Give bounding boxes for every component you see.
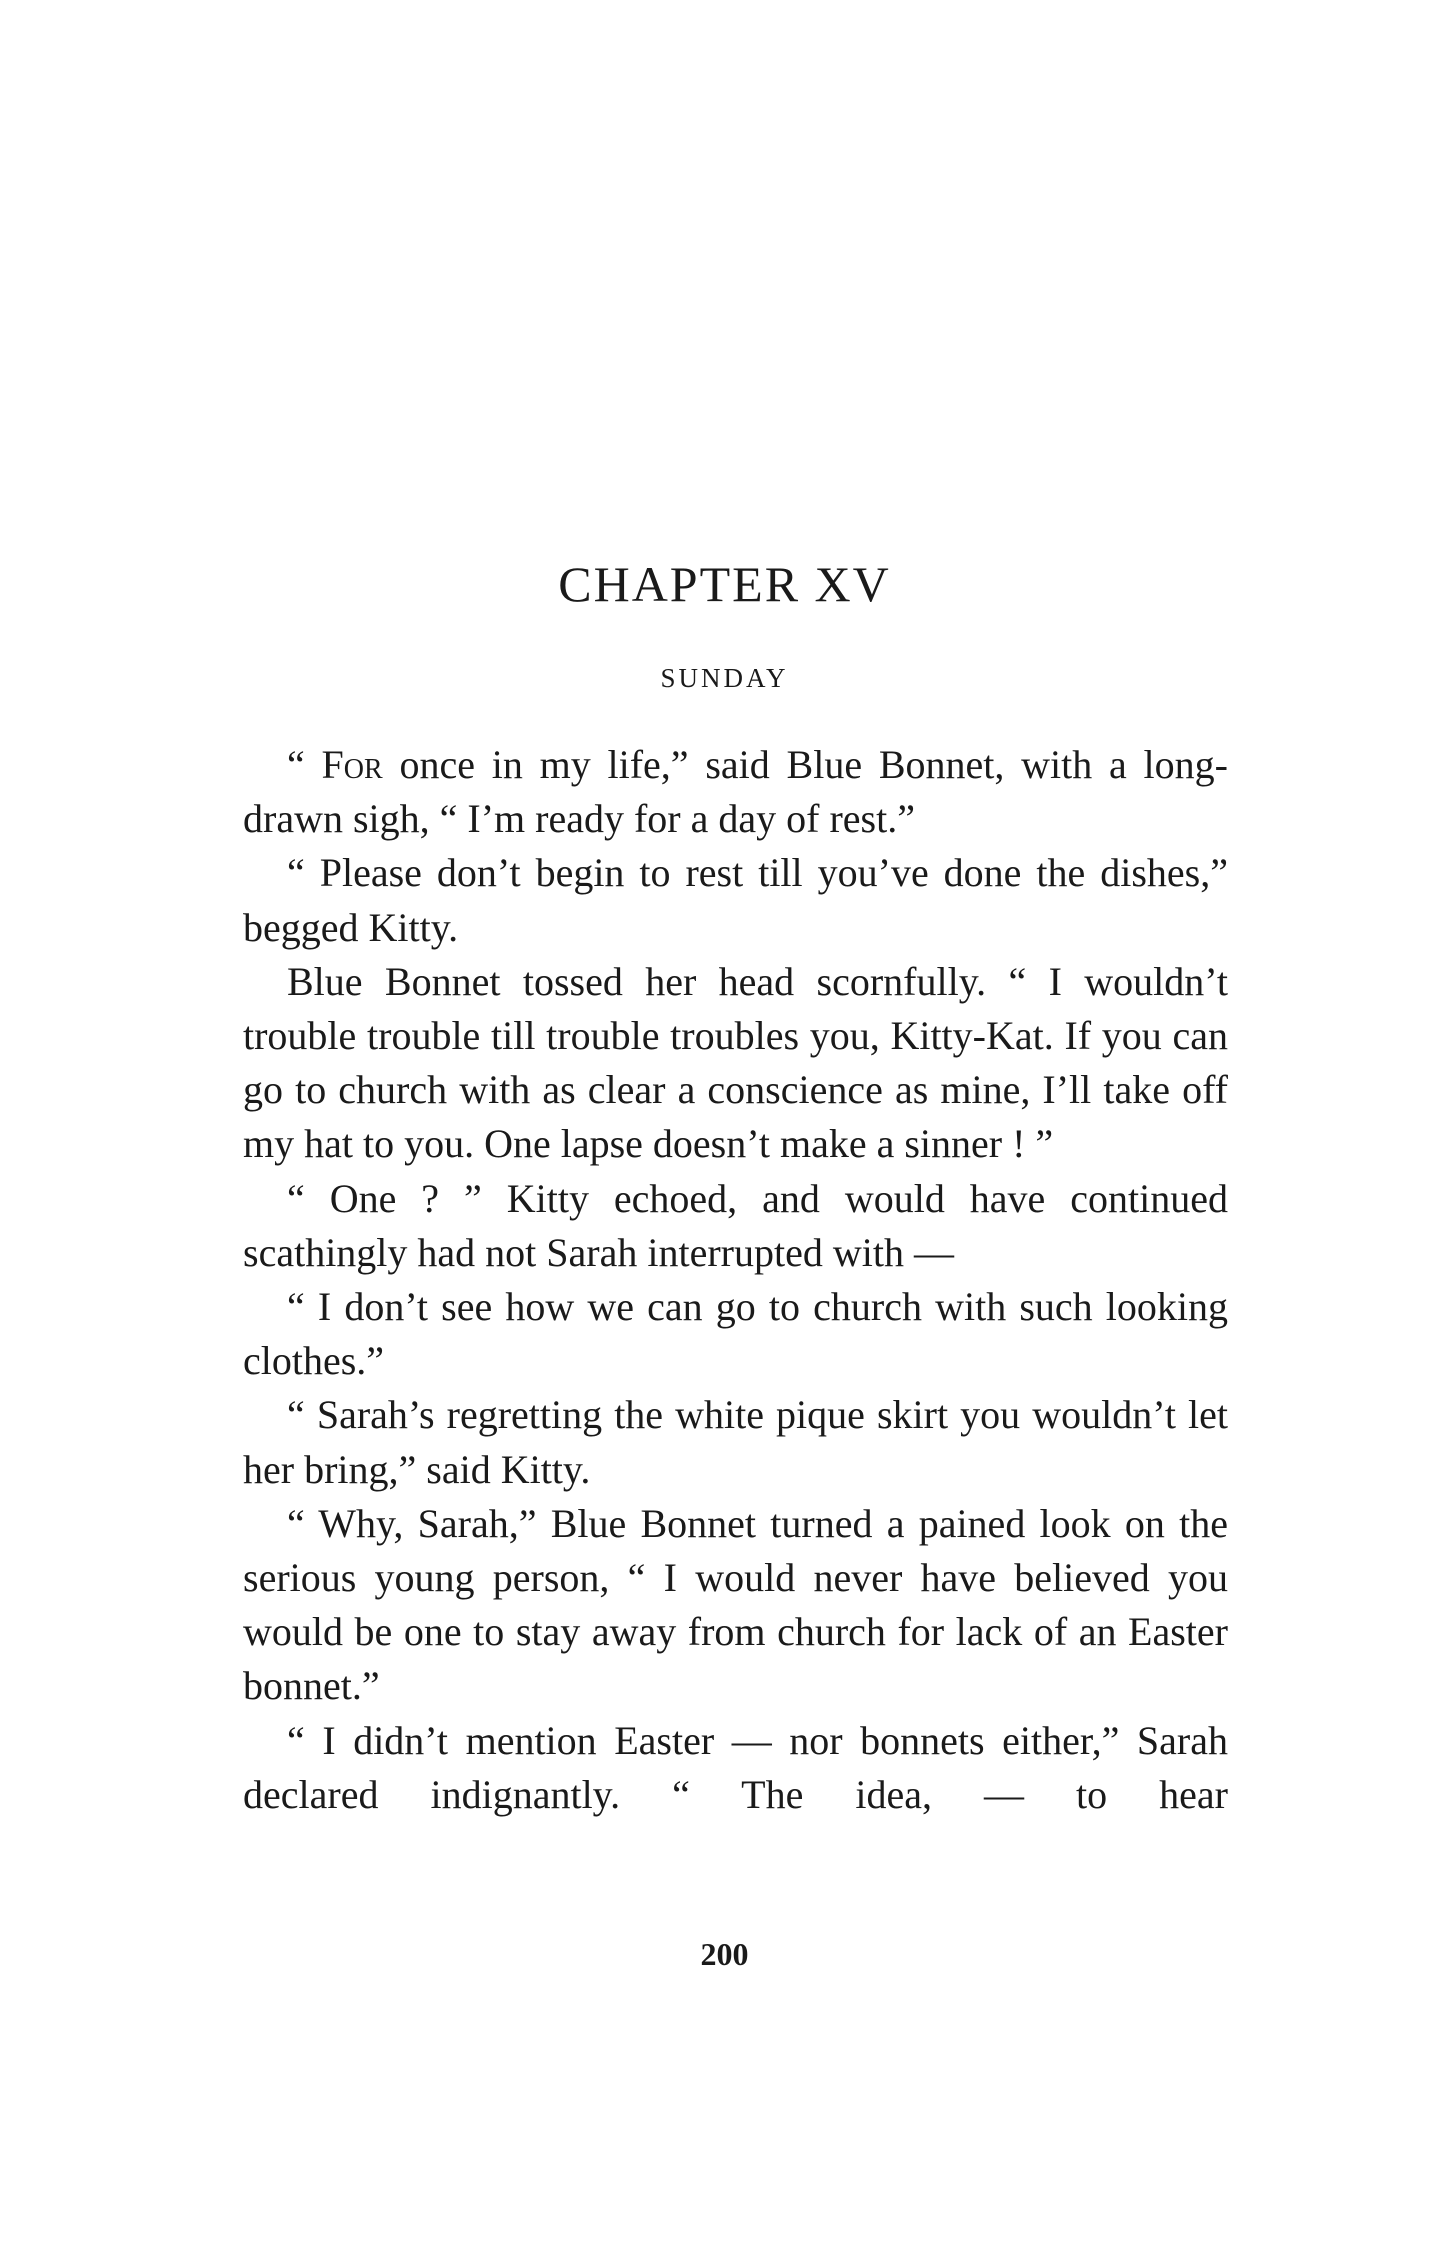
paragraph: “ I don’t see how we can go to church with such looking clothes.” bbox=[243, 1284, 1228, 1384]
chapter-title: CHAPTER XV bbox=[558, 556, 891, 612]
page-number: 200 bbox=[700, 1936, 749, 1972]
paragraph: “ Why, Sarah,” Blue Bonnet turned a pained look on the serious young person, “ I would never have believed you would be one to stay away from church for lack of an Easter bonnet.” bbox=[243, 1500, 1228, 1709]
paragraph: “ Please don’t begin to rest till you’ve done the dishes,” begged Kitty. bbox=[243, 850, 1228, 950]
paragraph: “ One ? ” Kitty echoed, and would have continued scathingly had not Sarah interrupted with — bbox=[243, 1175, 1228, 1275]
paragraph: Blue Bonnet tossed her head scornfully. “ I wouldn’t trouble trouble till trouble troubles you, Kitty-Kat. If you can go to church with as clear a conscience as mine, I’ll take off my hat to you. One lapse doesn’t make a sinner ! ” bbox=[243, 958, 1228, 1167]
chapter-body bbox=[243, 738, 1228, 1822]
paragraph: “ Sarah’s regretting the white pique skirt you wouldn’t let her bring,” said Kitty. bbox=[243, 1392, 1228, 1492]
paragraph-text: once in my life,” said Blue Bonnet, with a long-drawn sigh, “ I’m ready for a day of rest.” bbox=[243, 742, 1228, 842]
chapter-subtitle: SUNDAY bbox=[660, 663, 789, 693]
small-caps-word: For bbox=[321, 742, 383, 787]
paragraph bbox=[243, 738, 1228, 846]
opening-quote: “ bbox=[287, 742, 322, 787]
paragraph: “ I didn’t mention Easter — nor bonnets either,” Sarah declared indignantly. “ The idea, — to hear bbox=[243, 1717, 1228, 1817]
